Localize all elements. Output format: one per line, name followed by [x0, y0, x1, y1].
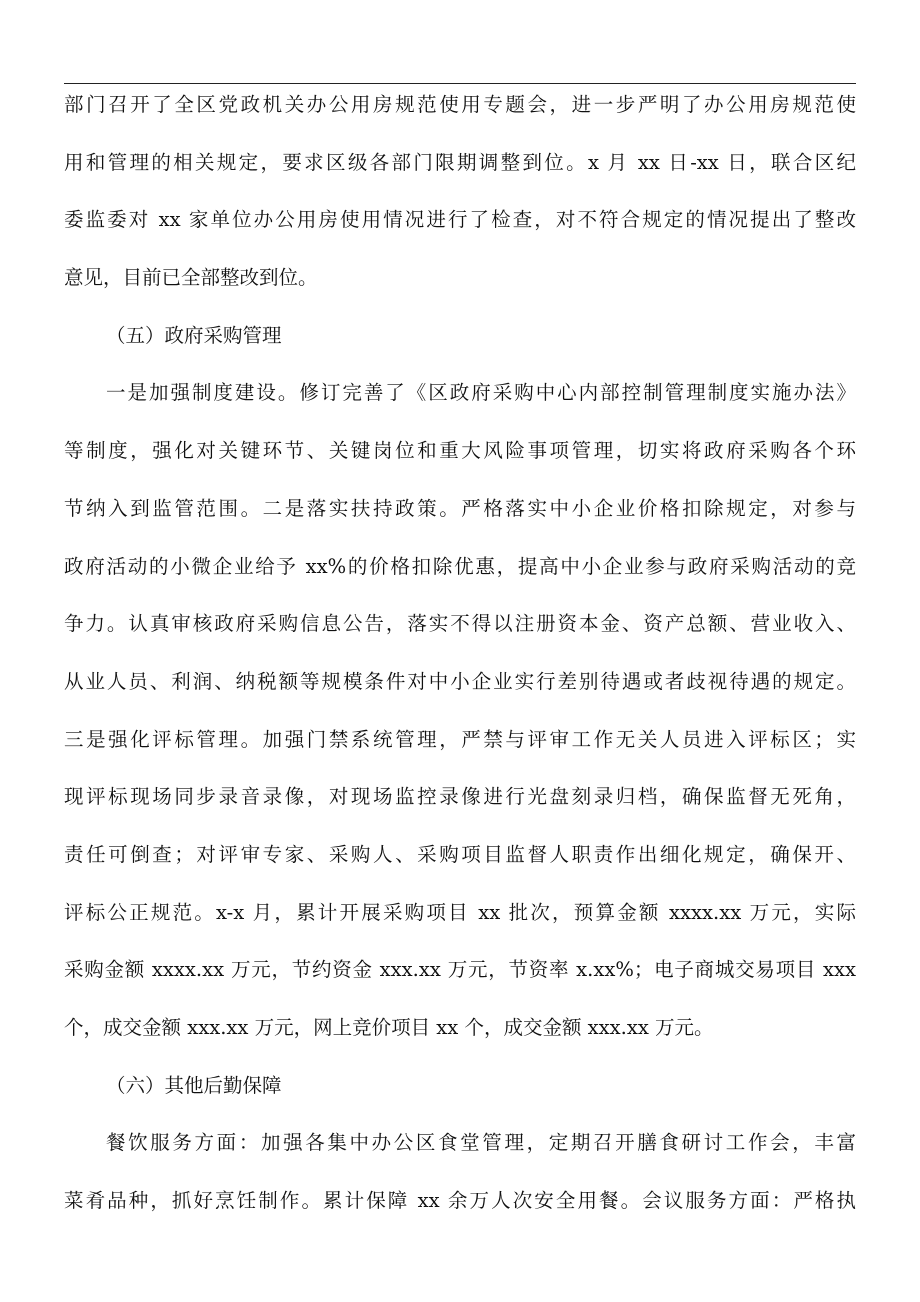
- text-line: 采购金额 xxxx.xx 万元，节约资金 xxx.xx 万元，节资率 x.xx%；电子商城交易项目 xxx: [64, 958, 856, 982]
- text-line: 餐饮服务方面：加强各集中办公区食堂管理，定期召开膳食研讨工作会，丰富: [106, 1131, 856, 1155]
- text-line: 评标公正规范。x-x 月，累计开展采购项目 xx 批次，预算金额 xxxx.xx 万元，实际: [64, 900, 856, 924]
- text-line: 用和管理的相关规定，要求区级各部门限期调整到位。x 月 xx 日-xx 日，联合区纪: [64, 150, 856, 174]
- text-line: 等制度，强化对关键环节、关键岗位和重大风险事项管理，切实将政府采购各个环: [64, 439, 856, 463]
- text-line: 委监委对 xx 家单位办公用房使用情况进行了检查，对不符合规定的情况提出了整改: [64, 208, 856, 232]
- text-line: 现评标现场同步录音录像，对现场监控录像进行光盘刻录归档，确保监督无死角，: [64, 785, 856, 809]
- text-line: 菜肴品种，抓好烹饪制作。累计保障 xx 余万人次安全用餐。会议服务方面：严格执: [64, 1189, 856, 1213]
- text-line: 从业人员、利润、纳税额等规模条件对中小企业实行差别待遇或者歧视待遇的规定。: [64, 669, 856, 693]
- text-line: 节纳入到监管范围。二是落实扶持政策。严格落实中小企业价格扣除规定，对参与: [64, 496, 856, 520]
- text-line: 责任可倒查；对评审专家、采购人、采购项目监督人职责作出细化规定，确保开、: [64, 842, 856, 866]
- text-line: 政府活动的小微企业给予 xx%的价格扣除优惠，提高中小企业参与政府采购活动的竞: [64, 554, 856, 578]
- text-line: 一是加强制度建设。修订完善了《区政府采购中心内部控制管理制度实施办法》: [106, 381, 856, 405]
- text-line: （五）政府采购管理: [106, 323, 282, 347]
- body-text: [64, 85, 856, 1239]
- header-rule: [64, 83, 856, 84]
- text-line: 意见，目前已全部整改到位。: [64, 266, 318, 290]
- text-line: 三是强化评标管理。加强门禁系统管理，严禁与评审工作无关人员进入评标区；实: [64, 727, 856, 751]
- text-line: 部门召开了全区党政机关办公用房规范使用专题会，进一步严明了办公用房规范使: [64, 93, 856, 116]
- text-line: 个，成交金额 xxx.xx 万元，网上竞价项目 xx 个，成交金额 xxx.xx 万元。: [64, 1016, 714, 1039]
- text-line: 争力。认真审核政府采购信息公告，落实不得以注册资本金、资产总额、营业收入、: [64, 612, 856, 636]
- text-line: （六）其他后勤保障: [106, 1073, 282, 1097]
